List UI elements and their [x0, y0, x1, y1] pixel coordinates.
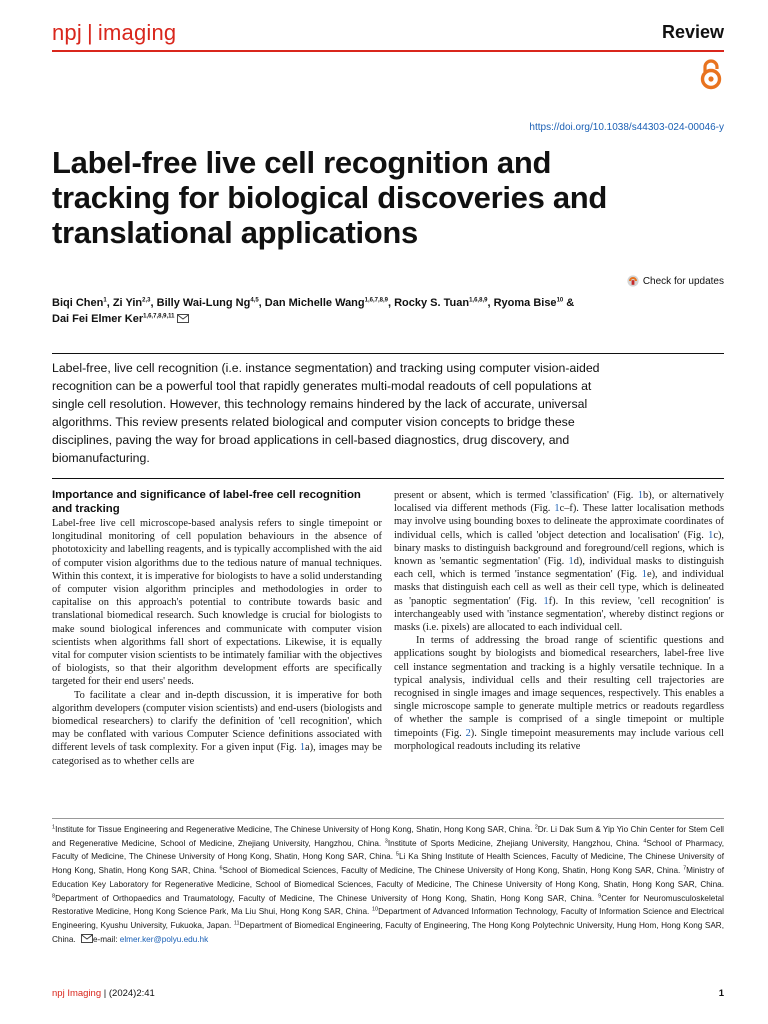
journal-npj: npj: [52, 20, 82, 45]
affiliations: [52, 823, 724, 946]
journal-header: [52, 20, 724, 48]
page-number: 1: [718, 988, 724, 999]
footnote-sup: 4: [643, 837, 647, 844]
doi-link[interactable]: https://doi.org/10.1038/s44303-024-00046-y: [529, 122, 724, 133]
abstract: Label-free, live cell recognition (i.e. instance segmentation) and tracking using computer vision-aided recognition can be a powerful tool that rapidly generates multi-modal readouts of cell populations at single cell resolution. However, this technology remains hindered by the lack of accurate, universal algorithms. This review presents related biological and computer vision concepts to bridge these disciplines, paving the way for broad applications in cell-based diagnostics, drug discovery, and biomanufacturing.: [52, 361, 600, 465]
abstract-rule-top: [52, 353, 724, 354]
email-label: e-mail:: [92, 934, 120, 944]
body-text: In terms of addressing the broad range of scientific questions and applications sought by biologists and biomedical researchers, label-free live cell instance segmentation and tracking is a highly versatile technique. In a typical analysis, individual cells and their resulting cell trajectories are recognised in single images and image sequences, respectively. This enables a single microscope sample to generate multiple metrics or readouts regardless of whether the sample is comprised of a single timepoint or multiple timepoints (Fig.: [394, 635, 724, 739]
author-name[interactable]: Rocky S. Tuan: [394, 297, 470, 309]
body-paragraph: [52, 689, 382, 768]
affiliation-text: Institute of Sports Medicine, Zhejiang University, Hangzhou, China.: [387, 838, 644, 848]
abstract-rule-bottom: [52, 478, 724, 479]
affiliation-sup[interactable]: 10: [556, 297, 564, 304]
affiliation-sup[interactable]: 4,5: [250, 297, 259, 304]
email-link[interactable]: elmer.ker@polyu.edu.hk: [119, 934, 209, 944]
affiliation-sup[interactable]: 1,6,7,8,9,11: [143, 313, 175, 320]
footnote-sup: 5: [395, 851, 399, 858]
body-text: a), images may be categorised as to whether cells are: [52, 742, 382, 767]
page-footer: [52, 988, 724, 999]
figure-link[interactable]: 1: [641, 569, 647, 581]
affiliation-text: Li Ka Shing Institute of Health Sciences, Faculty of Medicine, The Chinese University of Hong Kong, Shatin, Hong Kong SAR, China.: [52, 852, 724, 876]
title-line-1: Label-free live cell recognition and: [52, 145, 552, 180]
body-text: To facilitate a clear and in-depth discussion, it is imperative for both algorithm developers (computer vision scientists) and end-users (biologists and biomedical researchers) to clarify the definition of 'cell recognition', which may be conflated with various Computer Science definitions associated with different levels of task complexity. For a given input (Fig.: [52, 689, 382, 754]
body-paragraph: [394, 634, 724, 753]
body-text: b), or alternatively localised via different methods (Fig.: [394, 490, 724, 515]
title-line-2: tracking for biological discoveries and: [52, 180, 608, 215]
footnote-sup: 7: [683, 865, 687, 872]
footnote-sup: 11: [233, 920, 240, 927]
body-text: f). In this review, 'cell recognition' is interchangeably used with 'instance segmentation', whereby distinct regions or masks (i.e. pixels) are allocated to each individual cell.: [394, 595, 724, 634]
affiliation-text: Department of Advanced Information Technology, Faculty of Information Science and Electrical Engineering, Kyushu University, Fukuoka, Japan.: [52, 907, 725, 930]
figure-link[interactable]: 1: [554, 503, 560, 515]
affiliation-sup[interactable]: 1,6,7,8,9: [364, 297, 388, 304]
affiliation-sup[interactable]: 1,6,8,9: [469, 297, 488, 304]
body-paragraph: [394, 489, 724, 634]
journal-name[interactable]: [52, 20, 176, 46]
body-paragraph: Label-free live cell microscope-based analysis refers to single timepoint or longitudinal monitoring of cell population behaviours in the absence of phototoxicity and labelling reagents, and is typically accomplished with the aid of computer vision algorithms due to the tedious nature of manual techniques. Within this context, it is imperative for biologists to have a solid understanding of computer vision algorithm principles and methodologies in order to capitalise on this approach's potential to contribute towards basic and translational biomedical research. Such knowledge is crucial for biologists to make sound biological inferences and communicate with computer vision scientists when algorithms fall short of expectations. Likewise, it is equally vital for computer vision scientists to be intimately familiar with the objectives of biologists, so that their algorithm development efforts are specifically targeted for their end users' needs.: [52, 518, 382, 688]
footnote-sup: 8: [52, 892, 56, 899]
body-column-left: [52, 489, 382, 768]
header-rule: [52, 50, 724, 52]
body-text: ). Single timepoint measurements may include various cell morphological readouts including its relative: [394, 727, 724, 752]
affiliation-text: Ministry of Education Key Laboratory for Regenerative Medicine, School of Biomedical Sciences, Faculty of Medicine, The Chinese University of Hong Kong, Shatin, Hong Kong SAR, China.: [52, 866, 724, 889]
author-name[interactable]: Dan Michelle Wang: [264, 297, 365, 309]
body-text: c), binary masks to distinguish background and foreground/cell regions, which is known as 'semantic segmentation' (Fig.: [394, 529, 724, 568]
title-line-3: translational applications: [52, 215, 419, 250]
affiliation-text: Dr. Li Dak Sum & Yip Yio Chin Center for Stem Cell and Regenerative Medicine, School of Medicine, Zhejiang University, Hangzhou, China.: [52, 825, 725, 848]
article-type: Review: [661, 22, 724, 42]
author-name[interactable]: Ryoma Bise: [493, 297, 557, 309]
body-text: c–f). These latter localisation methods may involve using bounding boxes to delineate the approximate coordinates of individual cells, which is called 'object detection and localisation' (Fig.: [394, 503, 725, 541]
affiliation-sup[interactable]: 1: [103, 297, 107, 304]
affiliation-text: Department of Biomedical Engineering, Faculty of Engineering, The Hong Kong Polytechnic University, Hung Hom, Hong Kong SAR, China.: [52, 920, 724, 944]
affiliation-text: Institute for Tissue Engineering and Regenerative Medicine, The Chinese University of Hong Kong, Shatin, Hong Kong SAR, China.: [55, 825, 535, 834]
body-text: present or absent, which is termed 'classification' (Fig.: [394, 490, 638, 501]
figure-link[interactable]: 1: [543, 595, 549, 607]
journal-separator: |: [86, 20, 93, 45]
footnote-sup: 10: [371, 906, 379, 913]
figure-link[interactable]: 1: [637, 490, 644, 501]
footnote-rule: [52, 818, 724, 819]
figure-link[interactable]: 1: [568, 556, 574, 568]
figure-link[interactable]: 2: [465, 727, 471, 739]
affiliation-text: Center for Neuromusculoskeletal Restorative Medicine, Hong Kong Science Park, Ma Liu Shui, Hong Kong SAR, China.: [52, 893, 724, 917]
affiliation-text: School of Pharmacy, Faculty of Medicine, The Chinese University of Hong Kong, Shatin, Hong Kong SAR, China.: [52, 838, 724, 862]
figure-link[interactable]: 1: [299, 742, 306, 754]
author-name[interactable]: Biqi Chen: [52, 297, 104, 309]
author-name[interactable]: Billy Wai-Lung Ng: [156, 297, 251, 309]
footnote-sup: 6: [219, 865, 223, 872]
footnote-sup: 2: [534, 824, 538, 831]
envelope-icon: [81, 934, 93, 943]
author-name[interactable]: Zi Yin: [112, 297, 143, 309]
footer-citation: | (2024)2:41: [101, 988, 155, 999]
section-heading: Importance and significance of label-free cell recognition and tracking: [52, 489, 361, 515]
affiliation-text: School of Biomedical Sciences, Faculty of Medicine, The Chinese University of Hong Kong, Shatin, Hong Kong SAR, China.: [222, 866, 684, 876]
journal-imaging: imaging: [97, 20, 177, 45]
footnote-sup: 3: [384, 837, 388, 844]
check-for-updates-button[interactable]: [627, 275, 724, 287]
affiliation-sup[interactable]: 2,3: [142, 297, 151, 304]
affiliation-text: Department of Orthopaedics and Traumatology, Faculty of Medicine, The Chinese University of Hong Kong, Shatin, Hong Kong SAR, China.: [55, 893, 599, 903]
article-title: [52, 145, 732, 250]
author-list: Biqi Chen$^1$, Zi Yin$^{2,3}$, Billy Wai-Lung Ng$^{4,5}$, Dan Michelle Wang$^{1,6,7,8,9}$, Rocky S. Tuan$^{1,6,8,9}$, Ryoma Bise$^{10}$ & Dai Fei Elmer Ker$^{1,6,7,8,9,11}$: [52, 297, 575, 325]
open-access-lock-icon[interactable]: [698, 58, 724, 90]
footnote-sup: 1: [52, 824, 56, 831]
body-text: e), and individual masks that distinguish each cell as well as their cell type, which is delineated as 'panoptic segmentation' (Fig.: [394, 569, 724, 607]
body-column-right: [394, 489, 724, 753]
footer-journal[interactable]: npj Imaging: [52, 988, 102, 999]
check-updates-label: Check for updates: [642, 275, 724, 287]
body-text: d), individual masks to distinguish each cell, which is termed 'instance segmentation' (Fig.: [394, 556, 725, 581]
footnote-sup: 9: [598, 892, 602, 899]
figure-link[interactable]: 1: [708, 529, 714, 541]
envelope-icon[interactable]: [177, 314, 189, 323]
author-name[interactable]: Dai Fei Elmer Ker: [52, 313, 144, 325]
check-updates-icon: [627, 275, 639, 287]
